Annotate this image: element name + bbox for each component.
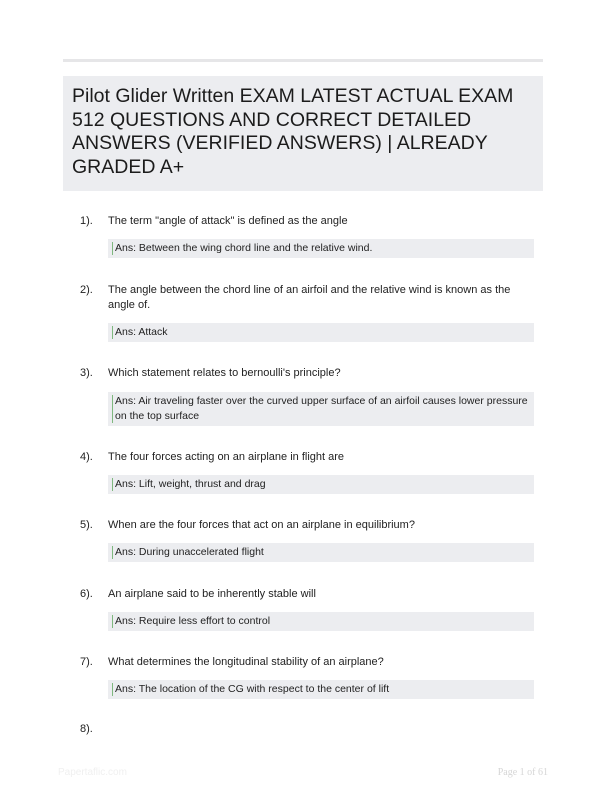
- question-item-3: [80, 366, 540, 428]
- question-item-2: [80, 283, 540, 345]
- document-title: Pilot Glider Written EXAM LATEST ACTUAL EXAM 512 QUESTIONS AND CORRECT DETAILED ANSWERS (VERIFIED ANSWERS) | ALREADY GRADED A+: [72, 85, 514, 178]
- question-text: Which statement relates to bernoulli's principle?: [108, 367, 341, 379]
- answer-box: Ans: Attack: [108, 323, 534, 342]
- question-item-7: [80, 655, 540, 701]
- question-item-5: [80, 518, 540, 564]
- question-number: 2).: [80, 284, 93, 296]
- question-item-1: [80, 214, 540, 262]
- question-number: 5).: [80, 519, 93, 531]
- answer-box: Ans: The location of the CG with respect to the center of lift: [108, 680, 534, 699]
- answer-box: Ans: Between the wing chord line and the relative wind.: [108, 239, 534, 258]
- question-text: What determines the longitudinal stability of an airplane?: [108, 656, 384, 668]
- question-text: When are the four forces that act on an airplane in equilibrium?: [108, 519, 415, 531]
- question-text: The four forces acting on an airplane in flight are: [108, 451, 345, 463]
- question-text: The angle between the chord line of an airfoil and the relative wind is known as the angle of.: [108, 284, 511, 311]
- page-number: Page 1 of 61: [497, 767, 548, 778]
- answer-box: Ans: Air traveling faster over the curved upper surface of an airfoil causes lower pressure on the top surface: [108, 392, 534, 426]
- question-item-6: [80, 587, 540, 633]
- answer-box: Ans: Lift, weight, thrust and drag: [108, 475, 534, 494]
- question-number: 1).: [80, 215, 93, 227]
- title-banner: [63, 76, 543, 191]
- question-item-4: [80, 450, 540, 496]
- question-number: 8).: [80, 723, 93, 735]
- answer-box: Ans: During unaccelerated flight: [108, 543, 534, 562]
- question-text: An airplane said to be inherently stable will: [108, 588, 316, 600]
- footer-watermark: Papertaflic.com: [58, 767, 127, 778]
- question-number: 3).: [80, 367, 93, 379]
- top-divider: [63, 59, 543, 62]
- question-text: The term "angle of attack" is defined as the angle: [108, 215, 348, 227]
- question-number: 6).: [80, 588, 93, 600]
- question-item-8: [80, 722, 540, 742]
- answer-box: Ans: Require less effort to control: [108, 612, 534, 631]
- question-number: 7).: [80, 656, 93, 668]
- question-number: 4).: [80, 451, 93, 463]
